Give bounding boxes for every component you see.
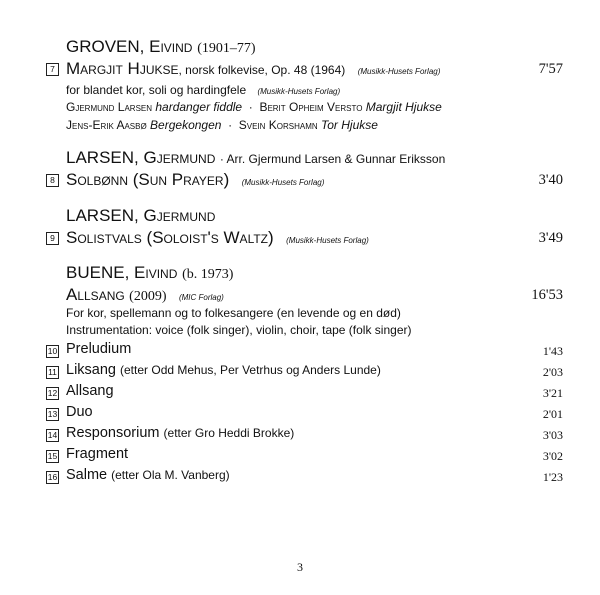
work-title: Allsang <box>66 285 125 304</box>
movement-subtitle: (etter Ola M. Vanberg) <box>111 468 230 482</box>
work-year: (2009) <box>129 289 167 304</box>
movement-title-line <box>66 362 381 378</box>
movement-title: Salme <box>66 467 108 483</box>
duration: 3'03 <box>542 428 563 442</box>
track-number: 15 <box>47 451 58 461</box>
scoring-text: For kor, spellemann og to folkesangere (en levende og en død) <box>66 306 401 320</box>
composer-years: (1901–77) <box>197 41 256 56</box>
publisher: (MIC Forlag) <box>178 293 224 302</box>
duration: 7'57 <box>538 61 563 77</box>
track-number: 14 <box>47 430 58 440</box>
performer-role: Bergekongen <box>150 118 222 132</box>
movement-title: Allsang <box>66 383 114 399</box>
duration: 3'02 <box>542 449 563 463</box>
movement-subtitle: (etter Odd Mehus, Per Vetrhus og Anders Lunde) <box>120 363 381 377</box>
publisher: (Musikk-Husets Forlag) <box>357 67 441 76</box>
performer-role: hardanger fiddle <box>155 100 243 114</box>
movement-title: Duo <box>66 404 93 420</box>
track-number: 13 <box>47 409 58 419</box>
movement-title-line <box>66 383 114 399</box>
movement-subtitle: (etter Gro Heddi Brokke) <box>163 426 295 440</box>
page-number: 3 <box>297 560 303 574</box>
movement-title: Liksang <box>66 362 116 378</box>
movement-title-line <box>66 425 294 441</box>
composer-name: LARSEN, Gjermund <box>66 206 216 225</box>
scoring-line <box>66 83 340 97</box>
arranger-credit: · Arr. Gjermund Larsen & Gunnar Eriksson <box>219 152 446 166</box>
composer-heading <box>66 37 256 57</box>
track-number: 12 <box>47 388 58 398</box>
instrumentation-text: Instrumentation: voice (folk singer), violin, choir, tape (folk singer) <box>66 323 412 337</box>
movement-title-line <box>66 341 131 357</box>
performer-name: Svein Korshamn <box>238 118 318 132</box>
publisher: (Musikk-Husets Forlag) <box>241 178 325 187</box>
composer-heading <box>66 263 233 283</box>
duration: 16'53 <box>531 287 563 303</box>
work-title-line <box>66 59 440 79</box>
work-title: Margjit Hjukse <box>66 59 179 78</box>
work-title: Solistvals (Soloist's Waltz) <box>66 228 274 247</box>
track-number: 9 <box>46 232 59 245</box>
track-number: 16 <box>47 472 58 482</box>
movement-title-line <box>66 467 230 483</box>
work-title-line <box>66 285 224 305</box>
work-title-line <box>66 228 369 248</box>
movement-title: Fragment <box>66 446 129 462</box>
performer-name: Gjermund Larsen <box>66 100 153 114</box>
scoring-text: for blandet kor, soli og hardingfele <box>66 83 247 97</box>
track-number: 11 <box>46 366 59 379</box>
duration: 3'21 <box>542 386 563 400</box>
composer-name: LARSEN, Gjermund <box>66 148 216 167</box>
performers-line: Jens-Erik Aasbø Bergekongen · Svein Korshamn Tor Hjukse <box>66 118 378 132</box>
duration: 3'40 <box>538 172 563 188</box>
duration: 3'49 <box>538 230 563 246</box>
publisher: (Musikk-Husets Forlag) <box>286 236 369 245</box>
composer-heading <box>66 148 445 168</box>
composer-years: (b. 1973) <box>182 267 234 282</box>
track-number: 10 <box>47 346 58 356</box>
duration: 2'01 <box>542 407 563 421</box>
track-number: 8 <box>46 174 59 187</box>
duration: 1'23 <box>542 470 563 484</box>
publisher: (Musikk-Husets Forlag) <box>257 87 341 96</box>
duration: 2'03 <box>542 365 563 379</box>
composer-name: BUENE, Eivind <box>66 263 178 282</box>
performer-name: Berit Opheim Versto <box>259 100 363 114</box>
track-number: 7 <box>46 63 59 76</box>
movement-title: Responsorium <box>66 425 160 441</box>
work-title: Solbønn (Sun Prayer) <box>66 170 230 189</box>
work-title-extra: , norsk folkevise, Op. 48 (1964) <box>178 63 346 77</box>
performer-role: Tor Hjukse <box>321 118 378 132</box>
composer-name: GROVEN, Eivind <box>66 37 193 56</box>
performer-name: Jens-Erik Aasbø <box>66 118 147 132</box>
duration: 1'43 <box>542 344 563 358</box>
work-title-line <box>66 170 324 190</box>
performers-line: Gjermund Larsen hardanger fiddle · Berit Opheim Versto Margjit Hjukse <box>66 100 442 114</box>
performer-role: Margjit Hjukse <box>365 100 442 114</box>
movement-title-line <box>66 404 93 420</box>
movement-title-line <box>66 446 128 462</box>
movement-title: Preludium <box>66 341 132 357</box>
